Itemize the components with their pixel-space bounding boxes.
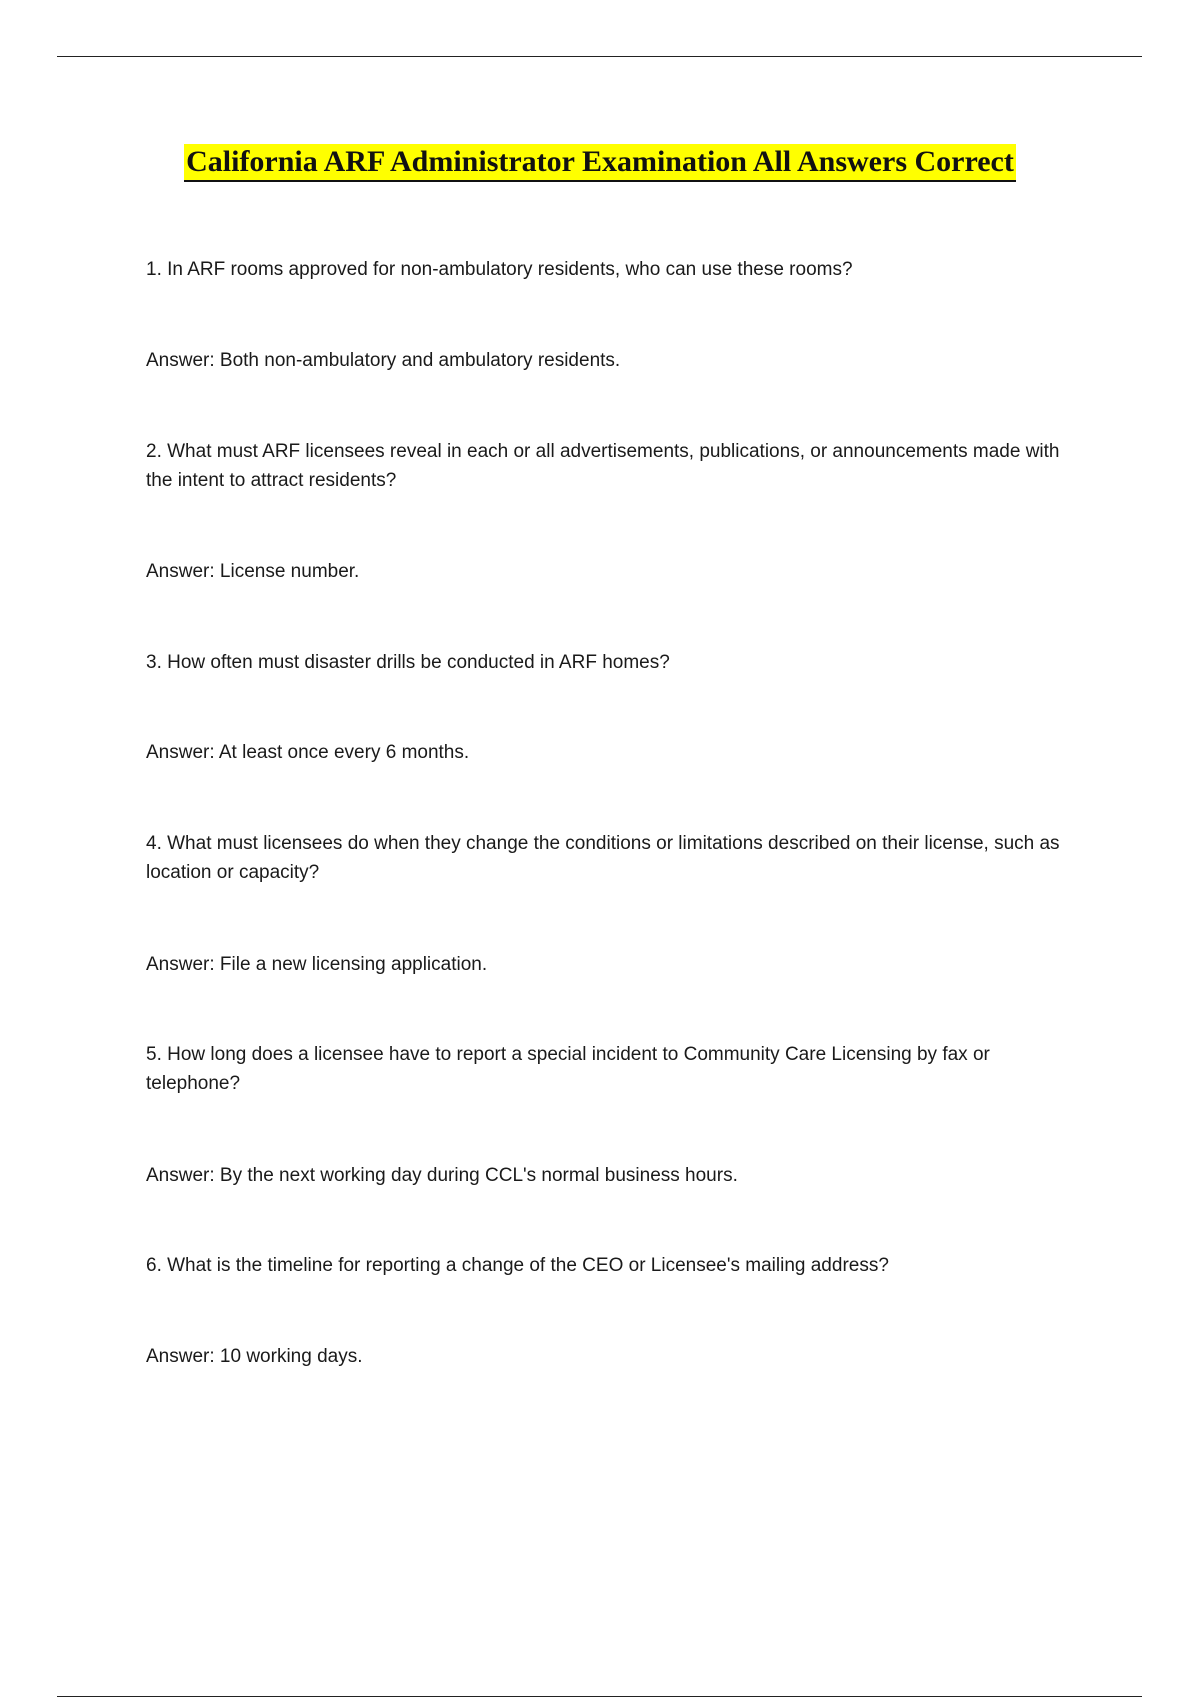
- question-5: 5. How long does a licensee have to report a special incident to Community Care Licensing by fax or telephone?: [146, 1044, 990, 1094]
- question-6: 6. What is the timeline for reporting a change of the CEO or Licensee's mailing address?: [146, 1255, 889, 1276]
- title-container: [0, 144, 1200, 182]
- question-4: 4. What must licensees do when they change the conditions or limitations described on their license, such as location or capacity?: [146, 833, 1060, 883]
- answer-2: Answer: License number.: [146, 561, 360, 582]
- answer-6: Answer: 10 working days.: [146, 1346, 363, 1367]
- question-3: 3. How often must disaster drills be conducted in ARF homes?: [146, 652, 670, 673]
- answer-4: Answer: File a new licensing application.: [146, 954, 488, 975]
- bottom-rule: [57, 1696, 1142, 1697]
- question-2: 2. What must ARF licensees reveal in each or all advertisements, publications, or announcements made with the intent to attract residents?: [146, 441, 1060, 491]
- answer-5: Answer: By the next working day during CCL's normal business hours.: [146, 1165, 738, 1186]
- document-title: California ARF Administrator Examination All Answers Correct: [184, 144, 1016, 182]
- top-rule: [57, 56, 1142, 57]
- answer-3: Answer: At least once every 6 months.: [146, 742, 470, 763]
- answer-1: Answer: Both non-ambulatory and ambulatory residents.: [146, 350, 621, 371]
- question-1: 1. In ARF rooms approved for non-ambulatory residents, who can use these rooms?: [146, 259, 853, 280]
